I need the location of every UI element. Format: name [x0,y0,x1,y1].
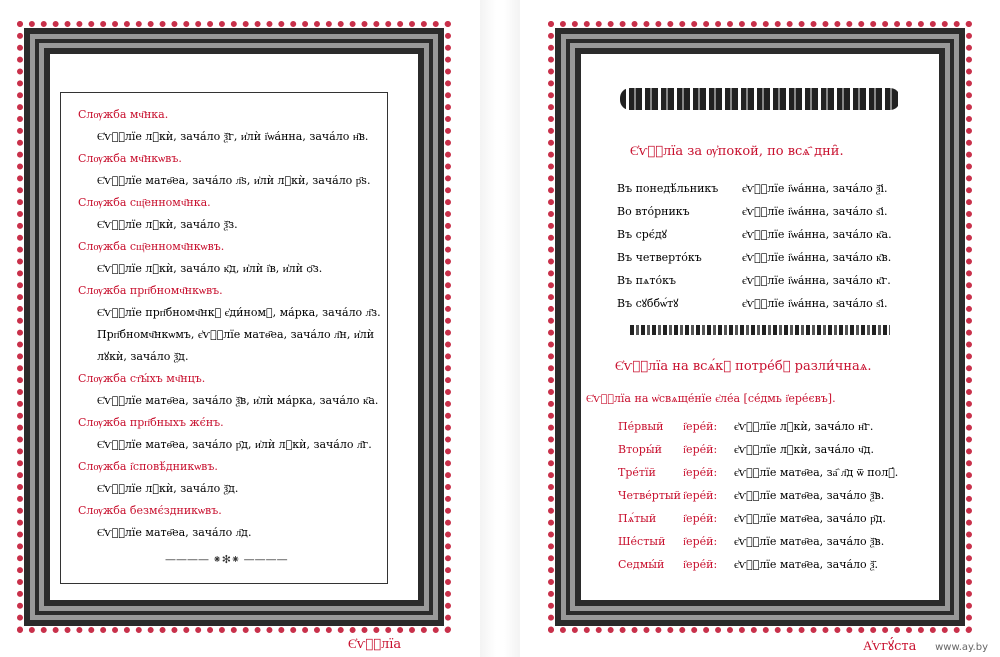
priest-gospel: є҆ѵⷢ҇лїе матѳ҃еа, зача́ло ѯ҃в. [734,489,885,502]
gospel-reading: Є҆ѵⷢ҇лїе лꙋкѝ, зача́ло ѯ҃г, и҆лѝ і҆ѡа́нна, зача́ло н҃в. [97,130,369,143]
service-heading: Слѹжба прп҃бныхъ жє́нъ. [78,416,224,429]
title-requiem: Є҆ѵⷢ҇лїа за ѹ҆покой, по всѧ҄ дни̑. [630,144,844,159]
gospel-reading: лꙋкѝ, зача́ло ѯ҃д. [97,350,189,363]
priest-ordinal: Четве́ртый [618,489,682,502]
right-page [520,0,1000,657]
priest-role: і҆ере́й: [683,489,718,502]
subtitle-various-needs: Є҆ѵⷢ҇лїа на всѧ́кꙋ потре́бꙋ разли́чнаѧ. [615,359,872,374]
gospel-reading: Прп҃бномч҃нкѡмъ, є҆ѵⷢ҇лїе матѳ҃еа, зача́ло л҃н, и҆лѝ [97,328,375,341]
service-heading: Слѹжба сщ҃енномч҃нкѡвъ. [78,240,225,253]
day-gospel: є҆ѵⷢ҇лїе і҆ѡа́нна, зача́ло ѕ҃і. [742,297,888,310]
priest-ordinal: Седмы́й [618,558,665,571]
left-page [0,0,480,657]
day-gospel: є҆ѵⷢ҇лїе і҆ѡа́нна, зача́ло к҃а. [742,228,892,241]
gospel-reading: Є҆ѵⷢ҇лїе лꙋкѝ, зача́ло ѯ҃д. [97,482,239,495]
gospel-reading: Є҆ѵⷢ҇лїе лꙋкѝ, зача́ло ѯ҃з. [97,218,238,231]
priest-gospel: є҆ѵⷢ҇лїе матѳ҃еа, за҄ л҃д ѿ полꙋ́. [734,466,899,479]
priest-ordinal: Вторы́й [618,443,662,456]
priest-role: і҆ере́й: [683,420,718,433]
priest-gospel: є҆ѵⷢ҇лїе матѳ҃еа, зача́ло ѯ҃. [734,558,878,571]
day-gospel: є҆ѵⷢ҇лїе і҆ѡа́нна, зача́ло ѕ҃і. [742,205,888,218]
priest-ordinal: Пе́рвый [618,420,664,433]
headpiece-ornament [620,88,900,110]
service-heading: Слѹжба і҆сповѣ́дникѡвъ. [78,460,218,473]
day-name: Въ понедѣ́льникъ [617,182,719,195]
priest-gospel: є҆ѵⷢ҇лїе лꙋкѝ, зача́ло н҃г. [734,420,874,433]
priest-ordinal: Тре́тїй [618,466,656,479]
watermark: www.ay.by [935,642,988,653]
day-name: Во вто́рникъ [617,205,690,218]
priest-role: і҆ере́й: [683,558,718,571]
gospel-reading: Є҆ѵⷢ҇лїе матѳ҃еа, зача́ло л҃ѕ, и҆лѝ лꙋкѝ, зача́ло р҃ѕ. [97,174,371,187]
priest-ordinal: Ше́стый [618,535,666,548]
day-gospel: є҆ѵⷢ҇лїе і҆ѡа́нна, зача́ло ѯ҃і. [742,182,888,195]
priest-ordinal: Пѧ́тый [618,512,657,525]
priest-role: і҆ере́й: [683,535,718,548]
gospel-reading: Є҆ѵⷢ҇лїе прп҃бномч҃нкꙋ є҆ди́номꙋ, ма́рка, зача́ло л҃з. [97,306,381,319]
priest-gospel: є҆ѵⷢ҇лїе лꙋкѝ, зача́ло ч҃д. [734,443,874,456]
divider-ornament [630,325,890,335]
day-gospel: є҆ѵⷢ҇лїе і҆ѡа́нна, зача́ло к҃в. [742,251,892,264]
section-unction: Є҆ѵⷢ҇лїа на ѡ҆свѧще́нїе є҆ле́а [се́дмь і҆ере́євъ]. [586,392,836,405]
day-name: Въ срє́дꙋ [617,228,667,241]
service-heading: Слѹжба безмє́здникѡвъ. [78,504,222,517]
gospel-reading: Є҆ѵⷢ҇лїе матѳ҃еа, зача́ло ѯ҃в, и҆лѝ ма́рка, зача́ло к҃а. [97,394,379,407]
gospel-reading: Є҆ѵⷢ҇лїе матѳ҃еа, зача́ло л҃д. [97,526,252,539]
service-heading: Слѹжба ст҃ы́хъ мч҃нцъ. [78,372,206,385]
service-heading: Слѹжба мч҃нкѡвъ. [78,152,182,165]
priest-role: і҆ере́й: [683,466,718,479]
catchword-left: Є҆ѵⷢ҇лїа [348,637,402,652]
service-heading: Слѹжба мч҃нка. [78,108,169,121]
gospel-reading: Є҆ѵⷢ҇лїе матѳ҃еа, зача́ло р҃д, и҆лѝ лꙋкѝ, зача́ло л҃г. [97,438,372,451]
end-ornament: ———— ⁕✻⁕ ———— [165,553,288,566]
priest-gospel: є҆ѵⷢ҇лїе матѳ҃еа, зача́ло р҃д. [734,512,886,525]
day-name: Въ сꙋббѡ́тꙋ [617,297,679,310]
day-name: Въ пѧто́къ [617,274,676,287]
priest-role: і҆ере́й: [683,443,718,456]
service-heading: Слѹжба прп҃бномч҃нкѡвъ. [78,284,223,297]
service-heading: Слѹжба сщ҃енномч҃нка. [78,196,211,209]
day-name: Въ четверто́къ [617,251,702,264]
priest-role: і҆ере́й: [683,512,718,525]
catchword-right: А҆ѵгꙋ́ста [863,639,917,654]
priest-gospel: є҆ѵⷢ҇лїе матѳ҃еа, зача́ло ѯ҃в. [734,535,885,548]
day-gospel: є҆ѵⷢ҇лїе і҆ѡа́нна, зача́ло к҃г. [742,274,891,287]
book-gutter [480,0,520,657]
gospel-reading: Є҆ѵⷢ҇лїе лꙋкѝ, зача́ло к҃д, и҆лѝ і҆в, и҆лѝ ѻ҃з. [97,262,323,275]
